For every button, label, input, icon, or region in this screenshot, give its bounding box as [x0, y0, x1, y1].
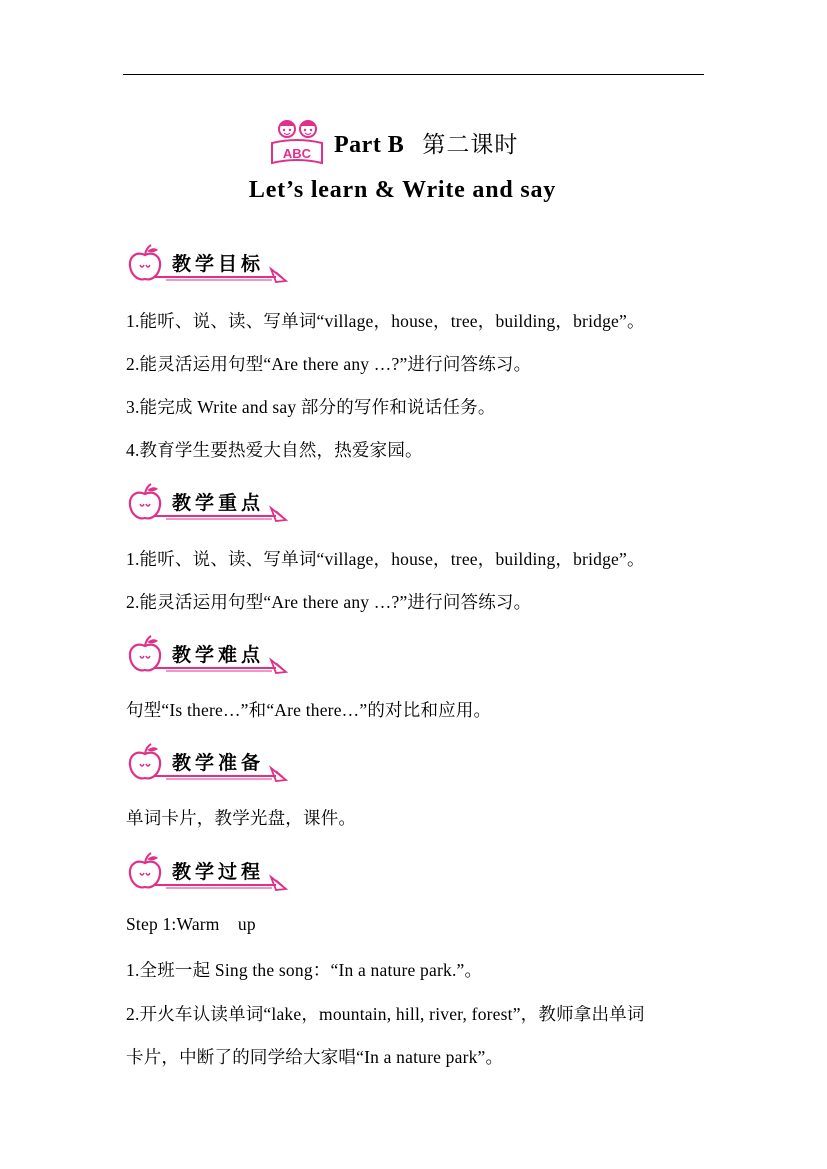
part-label: Part B — [334, 131, 405, 158]
process-item: 卡片，中断了的同学给大家唱“In a nature park”。 — [126, 1047, 504, 1067]
section-header-process — [126, 851, 296, 893]
section-header-difficulties — [126, 634, 296, 676]
objective-item: 3.能完成 Write and say 部分的写作和说话任务。 — [126, 397, 496, 417]
preparation-item: 单词卡片，教学光盘，课件。 — [126, 808, 357, 828]
lesson-subtitle: Let’s learn & Write and say — [248, 177, 557, 203]
abc-kids-icon — [268, 117, 326, 167]
lesson-title — [268, 117, 518, 167]
section-title: 教学准备 — [172, 752, 265, 774]
process-item: 2.开火车认读单词“lake，mountain, hill, river, forest”，教师拿出单词 — [126, 1004, 645, 1024]
svg-text:ABC: ABC — [282, 146, 312, 161]
objective-item: 2.能灵活运用句型“Are there any …?”进行问答练习。 — [126, 354, 532, 374]
process-item: Step 1:Warm up — [126, 914, 256, 934]
section-header-objectives — [126, 243, 296, 285]
section-header-preparation — [126, 742, 296, 784]
section-title: 教学目标 — [172, 253, 265, 275]
objective-item: 1.能听、说、读、写单词“village，house，tree，building，bridge”。 — [126, 311, 645, 331]
key-point-item: 2.能灵活运用句型“Are there any …?”进行问答练习。 — [126, 592, 532, 612]
process-item: 1.全班一起 Sing the song：“In a nature park.”。 — [126, 960, 483, 980]
key-point-item: 1.能听、说、读、写单词“village，house，tree，building，bridge”。 — [126, 549, 645, 569]
lesson-label: 第二课时 — [422, 131, 519, 158]
difficulty-item: 句型“Is there…”和“Are there…”的对比和应用。 — [126, 700, 492, 720]
top-rule — [123, 74, 704, 75]
section-title: 教学重点 — [172, 492, 265, 514]
section-header-key-points — [126, 482, 296, 524]
section-title: 教学难点 — [172, 644, 265, 666]
objective-item: 4.教育学生要热爱大自然，热爱家园。 — [126, 440, 423, 460]
section-title: 教学过程 — [172, 861, 265, 883]
